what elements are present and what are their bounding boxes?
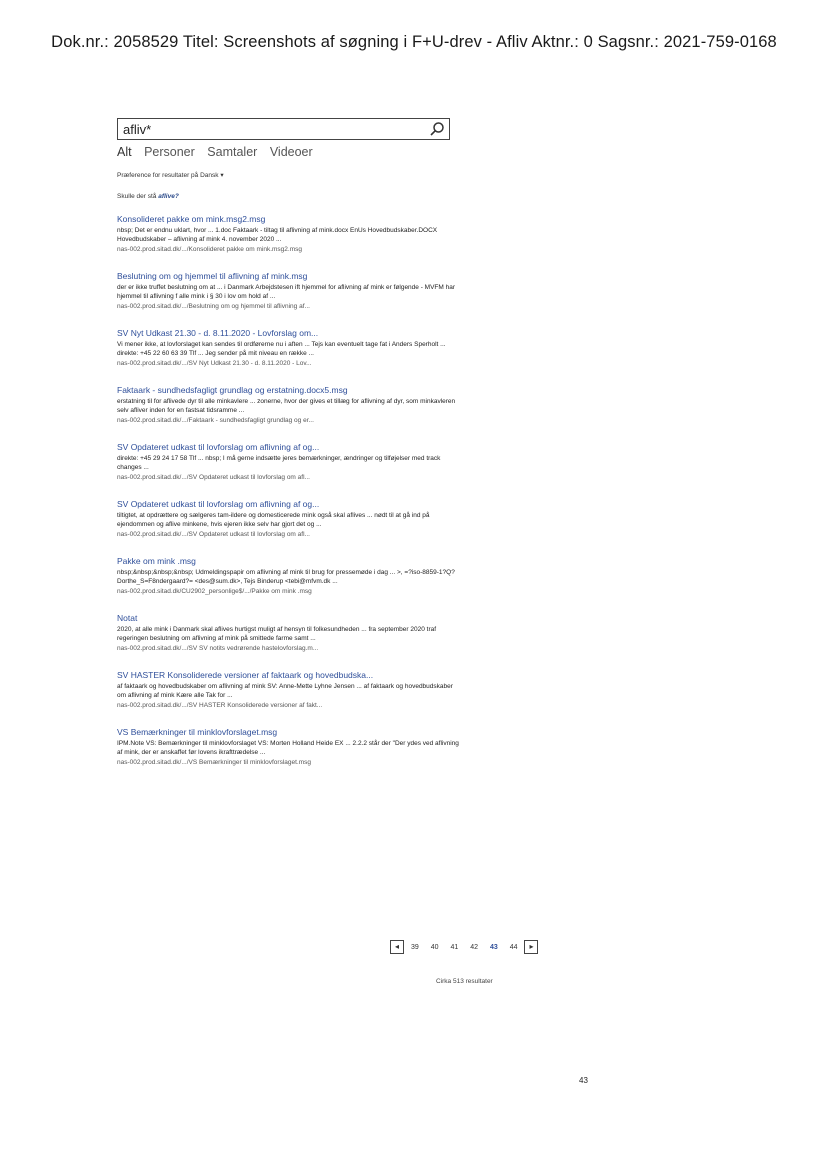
result-item [117,727,462,767]
search-tabs [117,145,462,159]
result-url: nas-002.prod.sitad.dk/.../Konsolideret pakke om mink.msg2.msg [117,246,302,253]
suggestion-link[interactable]: aflive? [158,193,179,200]
search-icon[interactable] [429,121,445,137]
page-link-42[interactable]: 42 [470,943,478,951]
result-snippet: tiltigtet, at opdrættere og sælgeres tam-ildere og domesticerede mink også skal aflives ... nødt til at gå ind på ejendommen og aflive minkene, hvis ejeren ikke selv har gjort det og ... [117,512,430,528]
result-item [117,499,462,539]
search-input[interactable] [123,121,423,137]
tab-samtaler[interactable]: Samtaler [207,145,258,159]
result-snippet: af faktaark og hovedbudskaber om aflivning af mink SV: Anne-Mette Lyhne Jensen ... af faktaark og hovedbudskaber om aflivning af mink Kære alle Tak for ... [117,683,453,699]
result-title[interactable]: SV HASTER Konsoliderede versioner af faktaark og hovedbudska... [117,670,374,680]
result-item [117,271,462,311]
result-item [117,613,462,653]
result-snippet: 2020, at alle mink i Danmark skal aflives hurtigst muligt af hensyn til folkesundheden ... fra september 2020 traf regeringen beslutning om aflivning af mink på smittede farme samt ... [117,626,437,642]
result-url: nas-002.prod.sitad.dk/.../SV Opdateret udkast til lovforslag om afl... [117,474,310,481]
result-url: nas-002.prod.sitad.dk/.../SV HASTER Konsoliderede versioner af fakt... [117,702,323,709]
result-item [117,442,462,482]
result-snippet: Vi mener ikke, at lovforslaget kan sendes til ordførerne nu i aften ... Tejs kan eventuelt tage fat i Anders Sperholt ... direkte: +45 22 60 63 39 Tlf ... Jeg sender på mit niveau en række ... [117,341,446,357]
page-link-40[interactable]: 40 [430,943,439,951]
result-url: nas-002.prod.sitad.dk/.../SV Opdateret udkast til lovforslag om afl... [117,531,310,538]
result-item [117,328,462,368]
search-box[interactable] [117,118,450,140]
page-link-39[interactable]: 39 [410,943,419,951]
result-item [117,670,462,710]
results-list [117,214,462,767]
tab-personer[interactable]: Personer [144,145,195,159]
result-url: nas-002.prod.sitad.dk/CU2902_personlige$/.../Pakke om mink .msg [117,588,312,595]
result-snippet: direkte: +45 29 24 17 58 Tlf ... nbsp; I må gerne indsætte jeres bemærkninger, ændringer og tilføjelser med track changes ... [117,455,441,471]
result-count: Cirka 513 resultater [436,978,493,985]
next-page-button[interactable]: ▸ [524,940,538,954]
result-item [117,385,462,425]
result-snippet: erstatning til for aflivede dyr til alle minkavlere ... zonerne, hvor der gives et tillæg for aflivning af dyr, som minkavleren selv afliver inden for en fastsat tidsramme ... [117,398,456,414]
tab-alt[interactable]: Alt [117,145,132,159]
document-page-number: 43 [579,1076,588,1085]
pagination [390,940,538,958]
suggestion-prefix: Skulle der stå [117,193,157,200]
result-snippet: IPM.Note VS: Bemærkninger til minklovforslaget VS: Morten Holland Heide EX ... 2.2.2 står der "Der ydes ved aflivning af mink, der er anskaffet før lovens ikrafttrædelse ... [117,740,459,756]
search-page [117,118,462,784]
result-item [117,214,462,254]
result-item [117,556,462,596]
document-header: Dok.nr.: 2058529 Titel: Screenshots af søgning i F+U-drev - Afliv Aktnr.: 0 Sagsnr.: 2021-759-0168 [51,33,777,51]
result-snippet: der er ikke truffet beslutning om at ... i Danmark Arbejdstesen ift hjemmel for aflivning af mink er følgende - MVFM har hjemmel til aflivning f alle mink i § 30 i lov om hold af ... [117,284,456,300]
result-url: nas-002.prod.sitad.dk/.../SV Nyt Udkast 21.30 - d. 8.11.2020 - Lov... [117,360,312,367]
result-title[interactable]: Konsolideret pakke om mink.msg2.msg [117,214,266,224]
result-url: nas-002.prod.sitad.dk/.../Beslutning om og hjemmel til aflivning af... [117,303,310,310]
tab-videoer[interactable]: Videoer [269,145,313,159]
result-snippet: nbsp; Det er endnu uklart, hvor ... 1.doc Faktaark - tiltag til aflivning af mink.docx EnUs Hovedbudskaber.DOCX Hovedbudskaber – aflivning af mink 4. november 2020 ... [117,227,438,243]
result-url: nas-002.prod.sitad.dk/.../VS Bemærkninger til minklovforslaget.msg [117,759,312,766]
page-link-current[interactable]: 43 [489,943,498,951]
spelling-suggestion [117,193,462,200]
page-link-44[interactable]: 44 [509,943,518,951]
result-title[interactable]: Faktaark - sundhedsfagligt grundlag og erstatning.docx5.msg [117,385,348,395]
result-title[interactable]: VS Bemærkninger til minklovforslaget.msg [117,727,278,737]
result-url: nas-002.prod.sitad.dk/.../Faktaark - sundhedsfagligt grundlag og er... [117,417,314,424]
result-snippet: nbsp;&nbsp;&nbsp;&nbsp; Udmeldingspapir om aflivning af mink til brug for pressemøde i dag ... >, =?iso-8859-1?Q?Dorthe_S=F8ndergaard?= <des@sum.dk>, Tejs Binderup <tebi@mfvm.dk ... [117,569,455,585]
result-title[interactable]: SV Opdateret udkast til lovforslag om aflivning af og... [117,499,320,509]
result-title[interactable]: Pakke om mink .msg [117,556,196,566]
result-title[interactable]: SV Opdateret udkast til lovforslag om aflivning af og... [117,442,320,452]
result-url: nas-002.prod.sitad.dk/.../SV SV notits vedrørende hastelovforslag.m... [117,645,319,652]
result-title[interactable]: Notat [117,613,138,623]
language-preference[interactable]: Præference for resultater på Dansk ▾ [117,172,224,179]
result-title[interactable]: SV Nyt Udkast 21.30 - d. 8.11.2020 - Lovforslag om... [117,328,319,338]
prev-page-button[interactable]: ◂ [390,940,404,954]
result-title[interactable]: Beslutning om og hjemmel til aflivning af mink.msg [117,271,308,281]
page-link-41[interactable]: 41 [450,943,459,951]
